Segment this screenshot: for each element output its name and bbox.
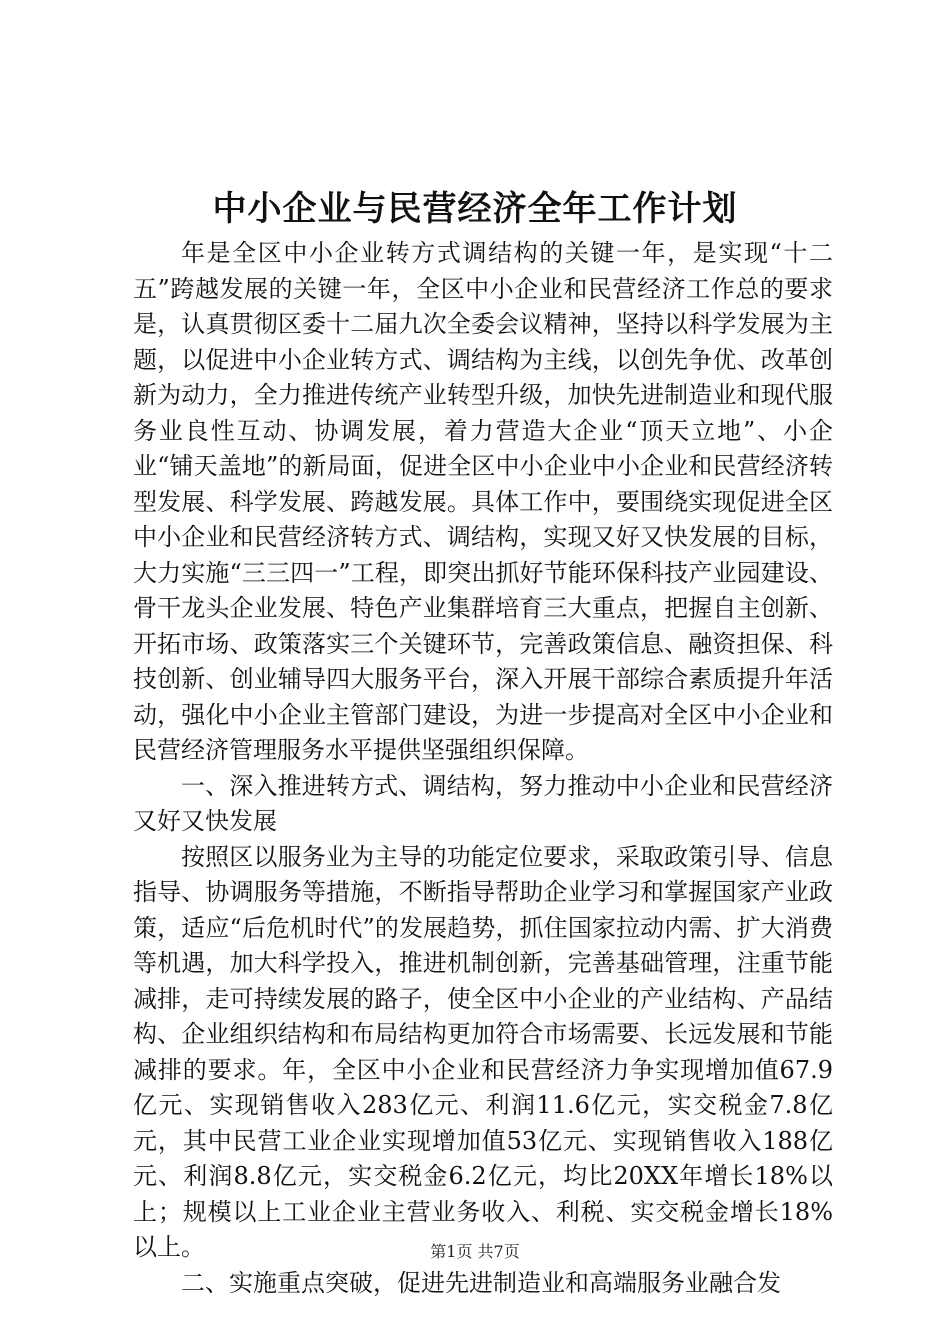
section-two-heading: 二、实施重点突破，促进先进制造业和高端服务业融合发 xyxy=(181,1268,781,1297)
document-title: 中小企业与民营经济全年工作计划 xyxy=(212,189,738,229)
page-number-footer: 第1页 共7页 xyxy=(430,1242,520,1261)
section-one-heading: 一、深入推进转方式、调结构，努力推动中小企业和民营经济又好又快发展 xyxy=(133,771,833,835)
section-one-paragraph: 按照区以服务业为主导的功能定位要求，采取政策引导、信息指导、协调服务等措施，不断指导帮助企业学习和掌握国家产业政策，适应“后危机时代”的发展趋势，抓住国家拉动内需、扩大消费等机遇，加大科学投入，推进机制创新，完善基础管理，注重节能减排，走可持续发展的路子，使全区中小企业的产业结构、产品结构、企业组织结构和布局结构更加符合市场需要、长远发展和节能减排的要求。年，全区中小企业和民营经济力争实现增加值67.9亿元、实现销售收入283亿元、利润11.6亿元，实交税金7.8亿元，其中民营工业企业实现增加值53亿元、实现销售收入188亿元、利润8.8亿元，实交税金6.2亿元，均比20XX年增长18%以上；规模以上工业企业主营业务收入、利税、实交税金增长18%以上。 xyxy=(133,842,833,1261)
intro-paragraph: 年是全区中小企业转方式调结构的关键一年，是实现“十二五”跨越发展的关键一年，全区中小企业和民营经济工作总的要求是，认真贯彻区委十二届九次全委会议精神，坚持以科学发展为主题，以促进中小企业转方式、调结构为主线，以创先争优、改革创新为动力，全力推进传统产业转型升级，加快先进制造业和现代服务业良性互动、协调发展，着力营造大企业“顶天立地”、小企业“铺天盖地”的新局面，促进全区中小企业中小企业和民营经济转型发展、科学发展、跨越发展。具体工作中，要围绕实现促进全区中小企业和民营经济转方式、调结构，实现又好又快发展的目标，大力实施“三三四一”工程，即突出抓好节能环保科技产业园建设、骨干龙头企业发展、特色产业集群培育三大重点，把握自主创新、开拓市场、政策落实三个关键环节，完善政策信息、融资担保、科技创新、创业辅导四大服务平台，深入开展干部综合素质提升年活动，强化中小企业主管部门建设，为进一步提高对全区中小企业和民营经济管理服务水平提供坚强组织保障。 xyxy=(133,239,833,764)
document-body xyxy=(133,236,833,1301)
